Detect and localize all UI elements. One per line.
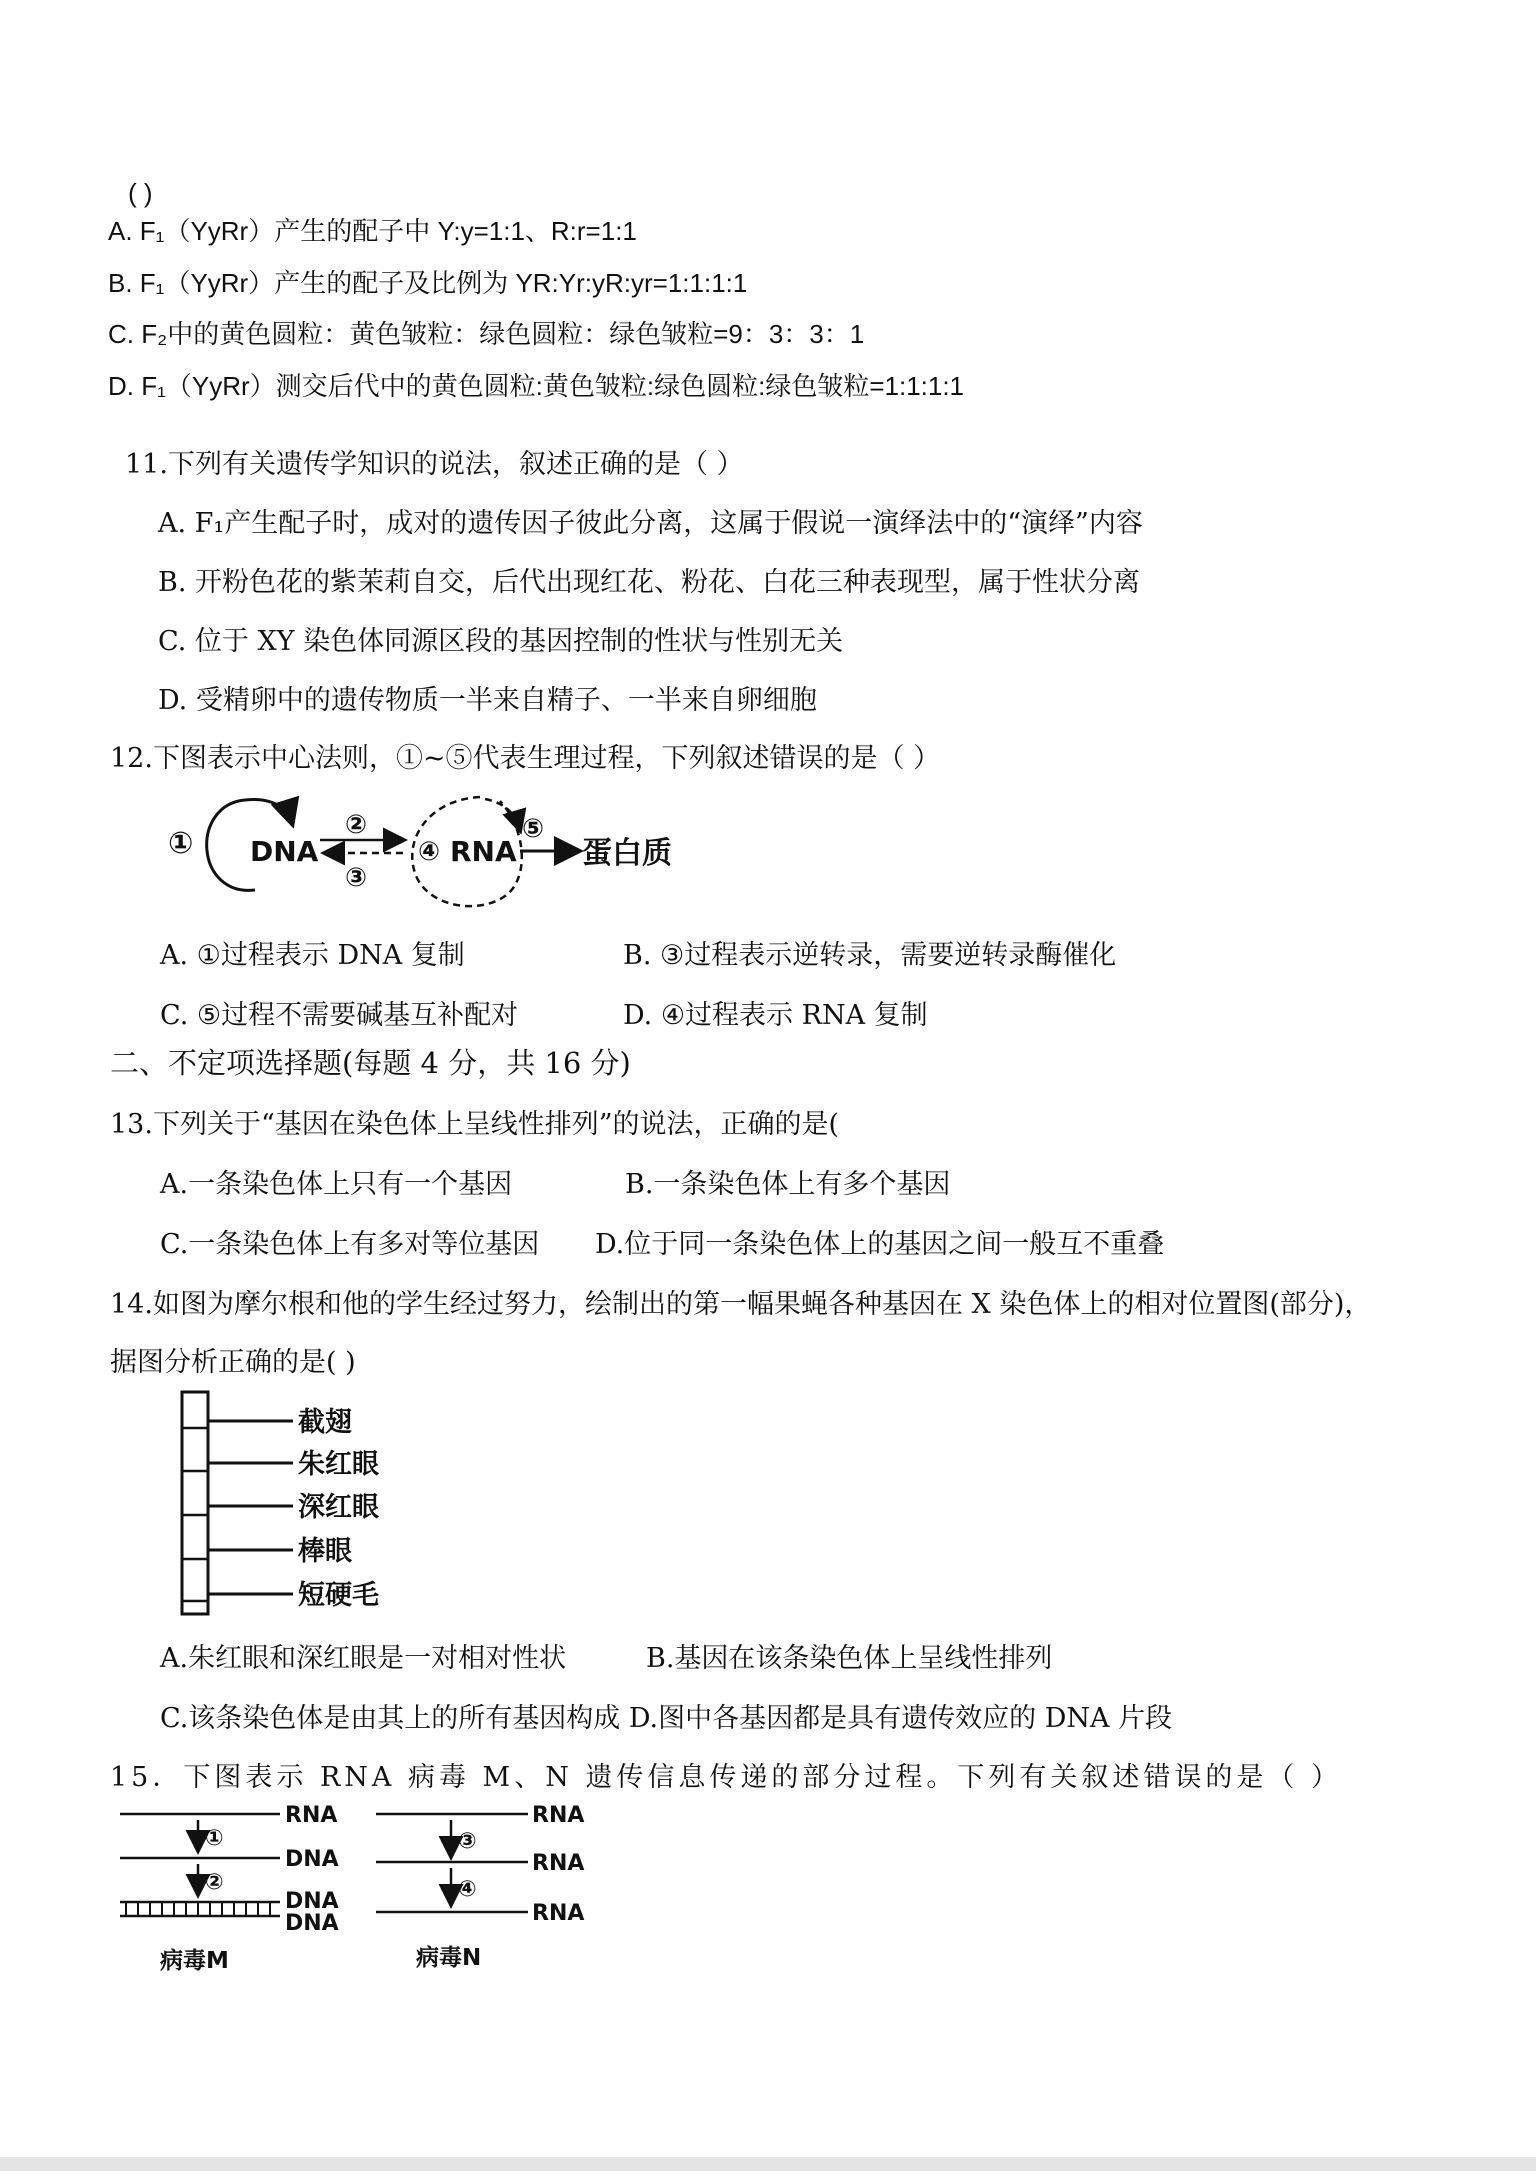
- gene-label-cut-wing: 截翅: [298, 1407, 352, 1438]
- gene-label-bar-eye: 棒眼: [298, 1536, 352, 1567]
- virus-n-step-3: ③: [458, 1829, 477, 1854]
- q14-stem-line2: 据图分析正确的是( ): [110, 1347, 356, 1378]
- label-rna: RNA: [450, 835, 517, 868]
- q12-option-c: C. ⑤过程不需要碱基互补配对: [160, 1000, 519, 1031]
- virus-m-dna-label-upper: DNA: [285, 1889, 339, 1914]
- q11-option-b: B. 开粉色花的紫茉莉自交，后代出现红花、粉花、白花三种表现型，属于性状分离: [158, 567, 1141, 598]
- label-process-5: ⑤: [522, 814, 545, 844]
- q12-option-b: B. ③过程表示逆转录，需要逆转录酶催化: [623, 940, 1117, 971]
- label-protein: 蛋白质: [582, 836, 672, 871]
- virus-n-rna-label-3: RNA: [532, 1901, 585, 1926]
- gene-label-dark-red-eye: 深红眼: [298, 1492, 379, 1523]
- label-dna: DNA: [250, 835, 319, 868]
- virus-n-rna-label-1: RNA: [532, 1803, 585, 1828]
- gene-label-short-bristle: 短硬毛: [298, 1580, 379, 1611]
- x-chromosome-gene-map: [178, 1388, 398, 1620]
- q10-option-a: A. F₁（YyRr）产生的配子中 Y:y=1:1、R:r=1:1: [108, 216, 637, 246]
- q13-option-a: A.一条染色体上只有一个基因: [160, 1169, 513, 1200]
- virus-m-diagram: [120, 1803, 339, 1974]
- q12-stem: 12.下图表示中心法则，①~⑤代表生理过程，下列叙述错误的是（ ）: [110, 743, 941, 774]
- rna-replication-arrowhead: [485, 799, 520, 830]
- q14-option-a: A.朱红眼和深红眼是一对相对性状: [160, 1643, 567, 1674]
- label-process-4: ④: [418, 837, 441, 867]
- q11-stem: 11.下列有关遗传学知识的说法，叙述正确的是（ ）: [125, 449, 744, 480]
- q13-option-c: C.一条染色体上有多对等位基因: [160, 1229, 540, 1260]
- virus-m-caption: 病毒M: [160, 1948, 229, 1974]
- q13-option-d: D.位于同一条染色体上的基因之间一般互不重叠: [595, 1229, 1165, 1260]
- virus-n-diagram: [376, 1803, 584, 1971]
- label-process-2: ②: [345, 810, 368, 840]
- virus-n-step-4: ④: [458, 1877, 477, 1902]
- q15-stem: 15．下图表示 RNA 病毒 M、N 遗传信息传递的部分过程。下列有关叙述错误的是（ ）: [110, 1762, 1342, 1793]
- q10-option-b: B. F₁（YyRr）产生的配子及比例为 YR:Yr:yR:yr=1:1:1:1: [108, 268, 748, 298]
- q13-stem: 13.下列关于“基因在染色体上呈线性排列”的说法，正确的是(: [110, 1109, 840, 1140]
- central-dogma-diagram: [160, 785, 700, 910]
- virus-n-caption: 病毒N: [416, 1945, 482, 1971]
- q14-option-b: B.基因在该条染色体上呈线性排列: [646, 1643, 1053, 1674]
- q13-option-b: B.一条染色体上有多个基因: [625, 1169, 951, 1200]
- q11-option-d: D. 受精卵中的遗传物质一半来自精子、一半来自卵细胞: [158, 685, 817, 716]
- q14-stem-line1: 14.如图为摩尔根和他的学生经过努力，绘制出的第一幅果蝇各种基因在 X 染色体上的相对位置图(部分)，: [110, 1289, 1372, 1320]
- gene-label-vermilion-eye: 朱红眼: [298, 1449, 379, 1480]
- q11-option-c: C. 位于 XY 染色体同源区段的基因控制的性状与性别无关: [158, 626, 844, 657]
- label-process-1: ①: [168, 826, 194, 861]
- virus-m-step-2: ②: [205, 1870, 224, 1895]
- virus-m-step-1: ①: [205, 1826, 224, 1851]
- virus-information-flow-diagram: [118, 1800, 608, 1975]
- q10-answer-paren: ( ): [128, 178, 153, 208]
- q12-option-a: A. ①过程表示 DNA 复制: [160, 940, 465, 971]
- q14-option-cd: C.该条染色体是由其上的所有基因构成 D.图中各基因都是具有遗传效应的 DNA 片段: [160, 1703, 1173, 1734]
- virus-m-dna-label-lower: DNA: [285, 1911, 339, 1936]
- q10-option-d: D. F₁（YyRr）测交后代中的黄色圆粒:黄色皱粒:绿色圆粒:绿色皱粒=1:1:1:1: [108, 371, 965, 401]
- virus-n-rna-label-2: RNA: [532, 1851, 585, 1876]
- chromosome-bar: [182, 1392, 208, 1614]
- page-bottom-edge: [0, 2157, 1536, 2171]
- virus-m-rna-label: RNA: [285, 1803, 338, 1828]
- virus-m-dna-label: DNA: [285, 1847, 339, 1872]
- q12-option-d: D. ④过程表示 RNA 复制: [623, 1000, 928, 1031]
- section-2-title: 二、不定项选择题(每题 4 分，共 16 分): [110, 1046, 631, 1080]
- q11-option-a: A. F₁产生配子时，成对的遗传因子彼此分离，这属于假说一演绎法中的“演绎”内容: [158, 508, 1143, 539]
- q10-option-c: C. F₂中的黄色圆粒：黄色皱粒：绿色圆粒：绿色皱粒=9：3：3：1: [108, 319, 865, 349]
- label-process-3: ③: [345, 863, 368, 893]
